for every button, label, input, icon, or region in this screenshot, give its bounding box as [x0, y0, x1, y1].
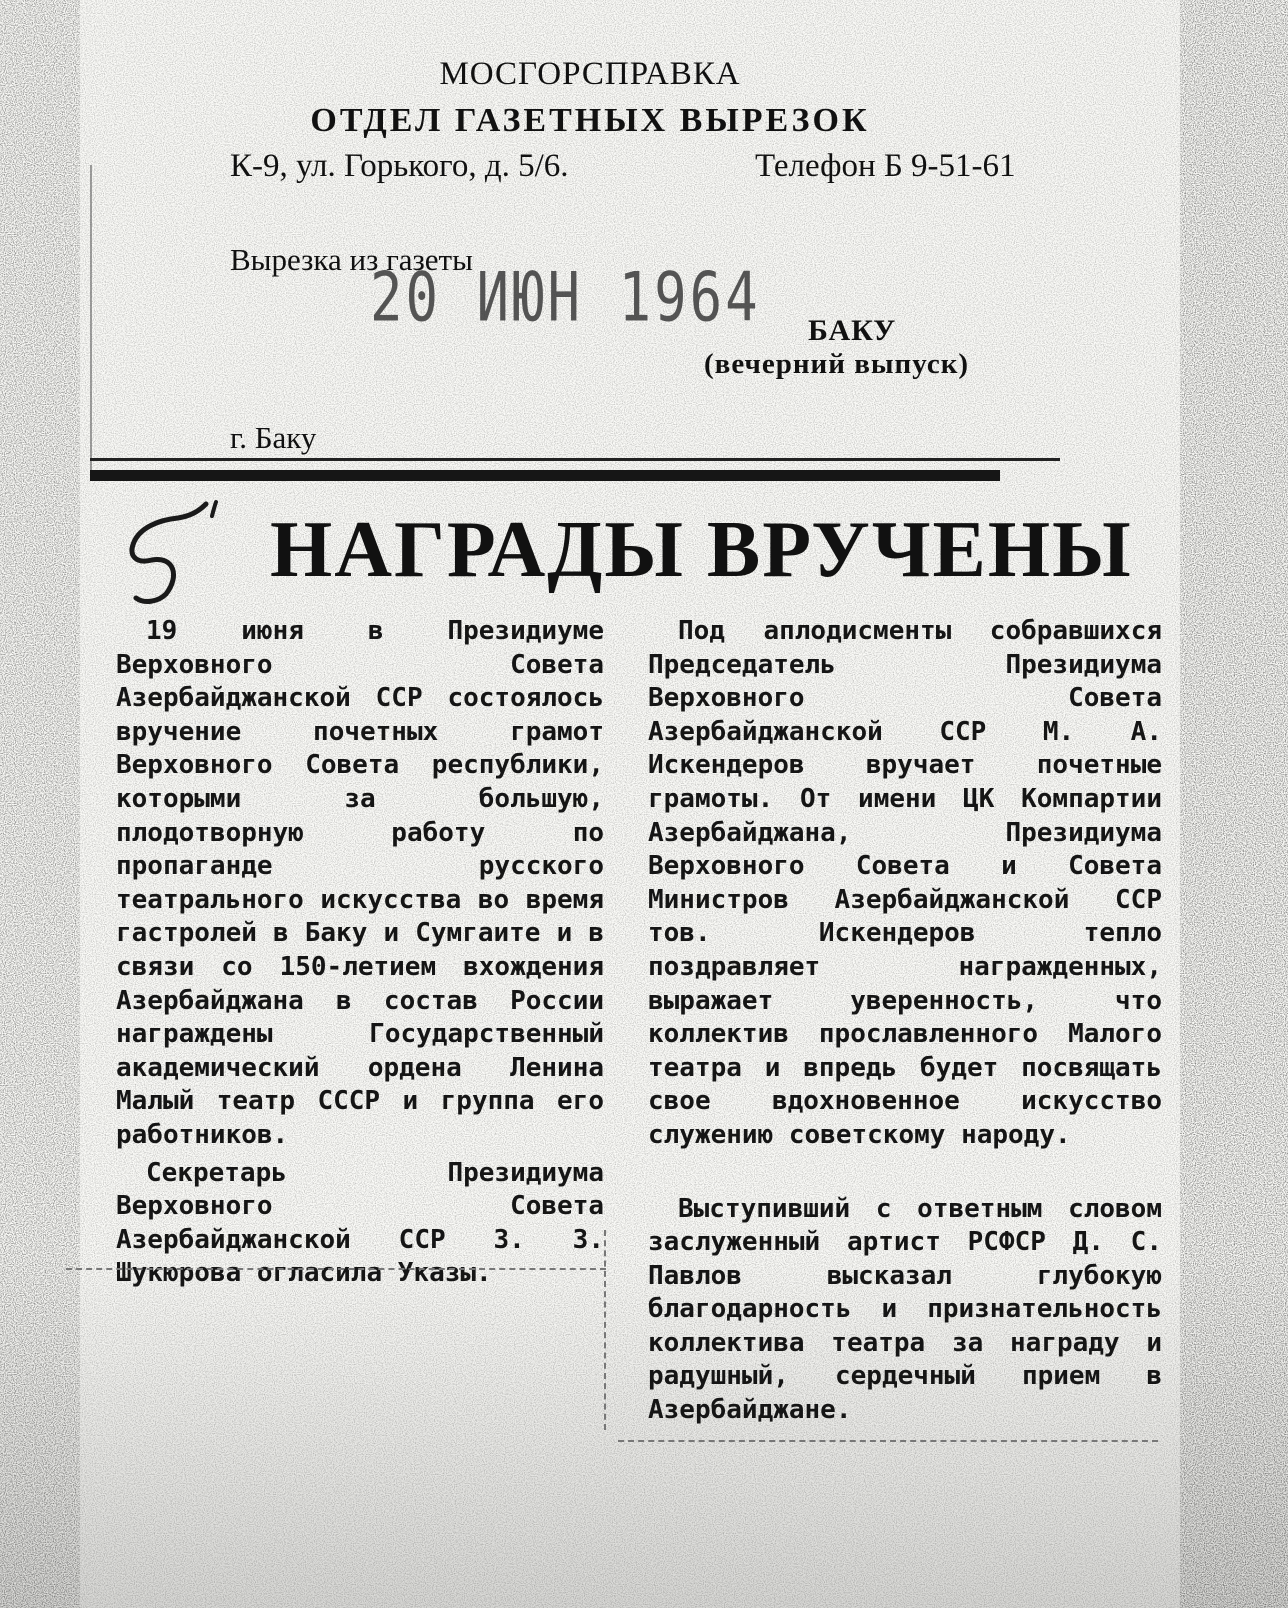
- agency-phone: Телефон Б 9-51-61: [755, 148, 1016, 184]
- article-right-column: [648, 615, 1162, 1428]
- date-stamp: 20 ИЮН 1964: [370, 258, 761, 337]
- right-paragraph-2: Выступивший с ответным словом заслуженный артист РСФСР Д. С. Павлов высказал глубокую благодарность и признательность коллектива театра за награду и радушный, сердечный прием в Азербайджане.: [648, 1193, 1162, 1426]
- agency-name: МОСГОРСПРАВКА: [439, 56, 741, 92]
- cut-edge-left: [66, 1268, 606, 1270]
- left-paragraph-1: 19 июня в Президиуме Верховного Совета Азербайджанской ССР состоялось вручение почетных грамот Верховного Совета республики, которыми за большую, плодотворную работу по пропаганде русского театрального искусства во время гастролей в Баку и Сумгаите и в связи со 150-летием вхождения Азербайджана в состав России награждены Государственный академический ордена Ленина Малый театр СССР и группа его работников.: [116, 616, 604, 1150]
- article-headline: НАГРАДЫ ВРУЧЕНЫ: [270, 506, 1133, 594]
- cut-edge-right: [618, 1440, 1158, 1442]
- agency-address: К-9, ул. Горького, д. 5/6.: [230, 148, 569, 184]
- header-divider-thin: [90, 458, 1060, 461]
- clipping-label: Вырезка из газеты: [230, 242, 473, 277]
- newspaper-edition: (вечерний выпуск): [704, 348, 970, 380]
- newspaper-city: г. Баку: [230, 420, 317, 455]
- handwritten-number-mark: [118, 498, 228, 608]
- cut-edge-vertical: [604, 1230, 606, 1430]
- department-name: ОТДЕЛ ГАЗЕТНЫХ ВЫРЕЗОК: [310, 102, 870, 139]
- right-paragraph-1: Под аплодисменты собравшихся Председатель Президиума Верховного Совета Азербайджанской ССР М. А. Искендеров вручает почетные грамоты. От имени ЦК Компартии Азербайджана, Президиума Верховного Совета и Совета Министров Азербайджанской ССР тов. Искендеров тепло поздравляет награжденных, выражает уверенность, что коллектив прославленного Малого театра и впредь будет посвящать свое вдохновенное искусство служению советскому народу.: [648, 616, 1162, 1150]
- article-left-column: [116, 615, 604, 1291]
- header-divider-thick: [90, 470, 1000, 481]
- margin-line: [90, 165, 92, 475]
- newspaper-name: БАКУ: [808, 314, 897, 347]
- left-paragraph-2: Секретарь Президиума Верховного Совета Азербайджанской ССР З. З. Шукюрова огласила Указы.: [116, 1157, 604, 1289]
